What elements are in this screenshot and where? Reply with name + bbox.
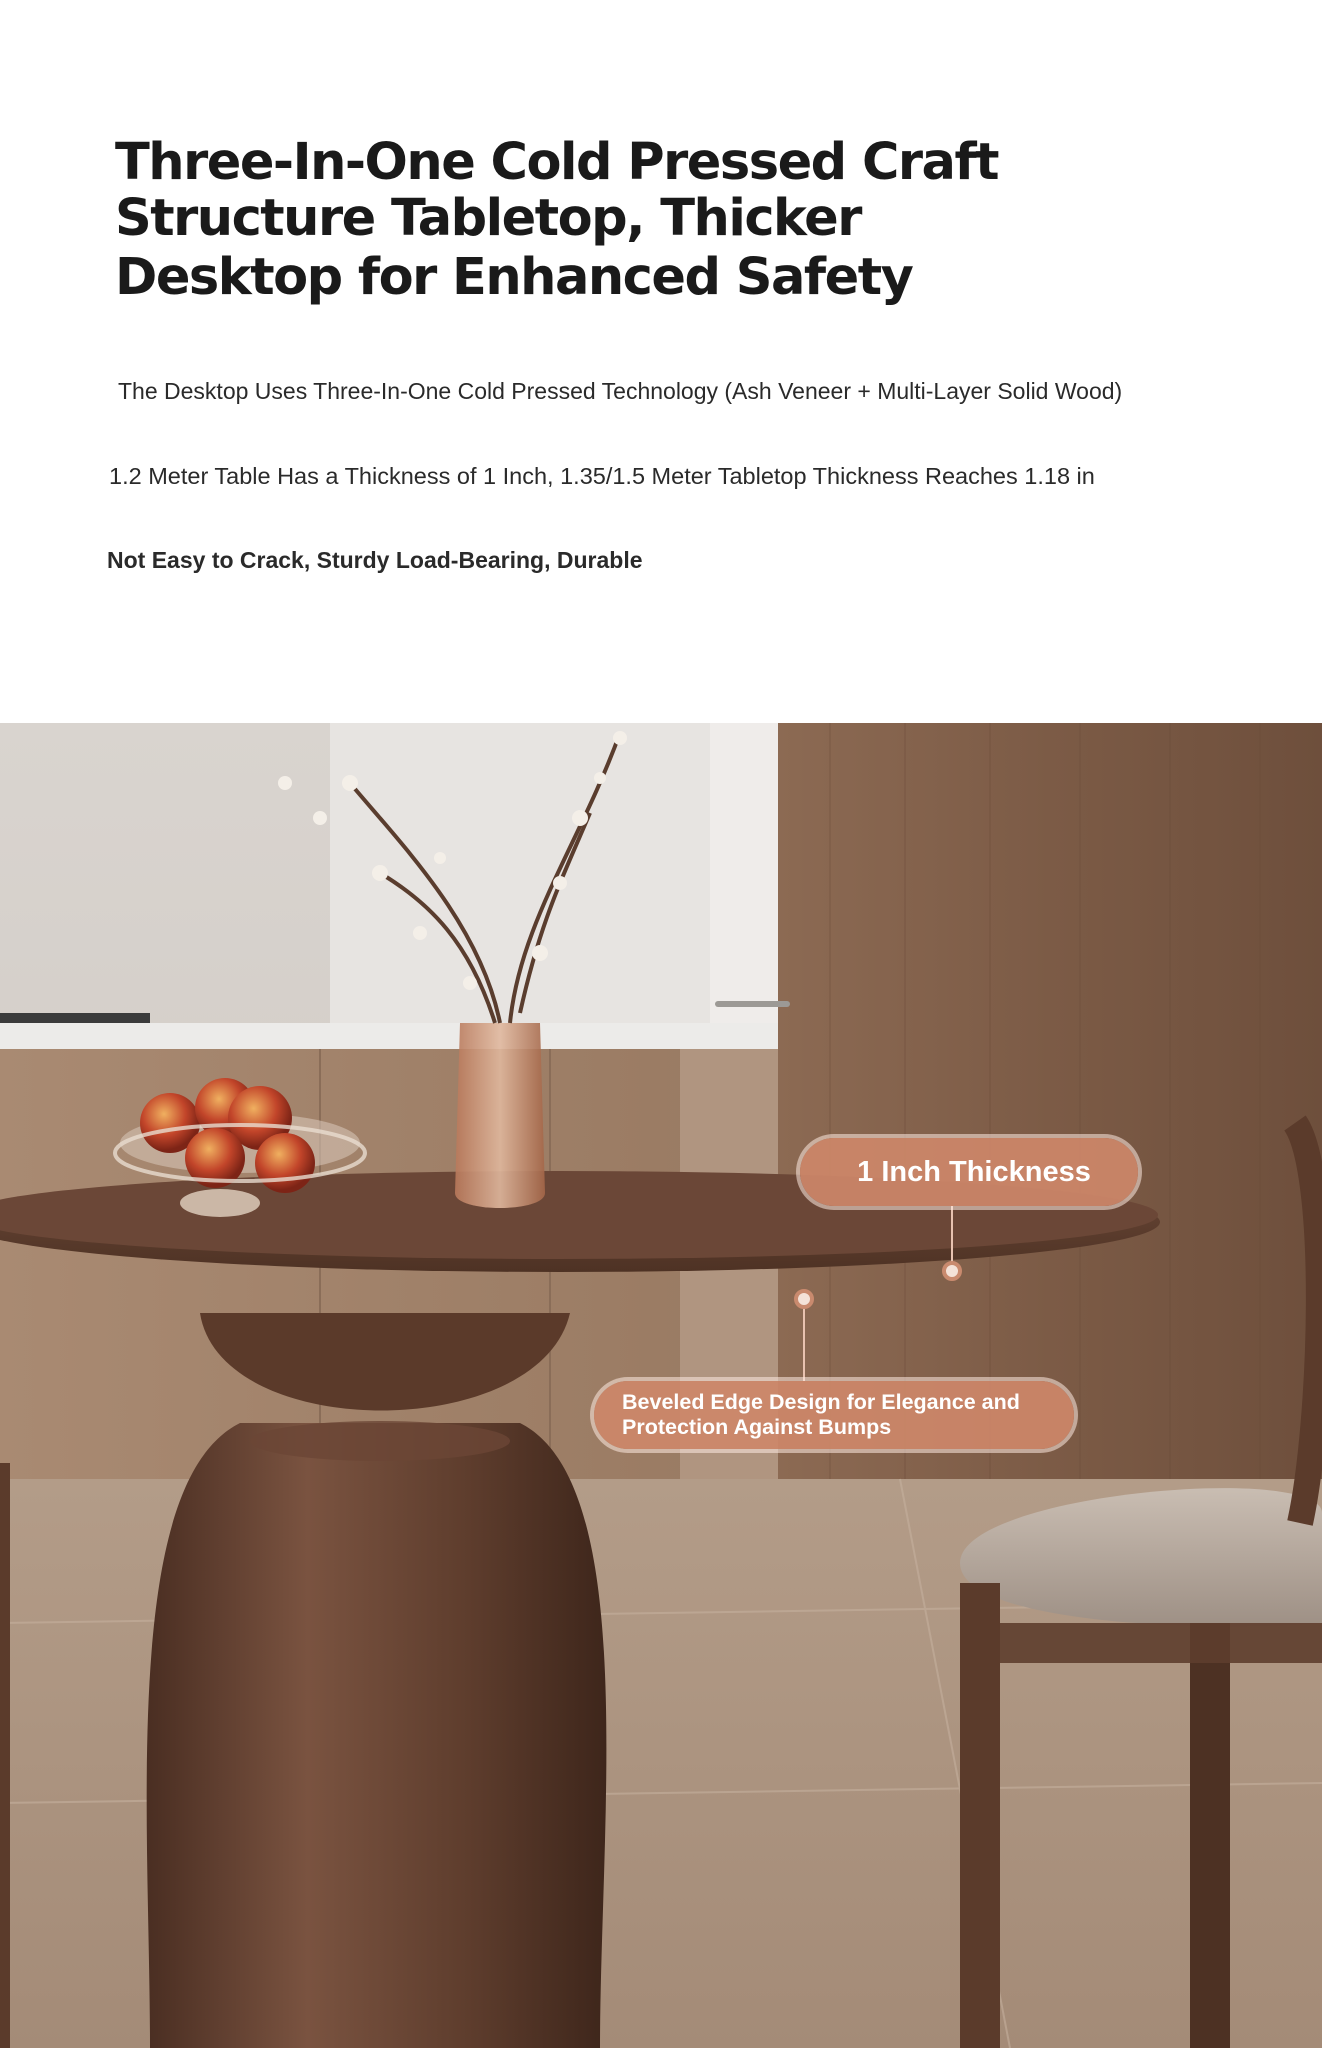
thickness-marker-dot xyxy=(942,1261,962,1281)
feature-text-section xyxy=(0,0,1322,723)
headline-line-1: Three-In-One Cold Pressed Craft xyxy=(115,133,999,192)
thickness-leader-line xyxy=(951,1206,953,1268)
bevel-marker-dot xyxy=(794,1289,814,1309)
headline xyxy=(115,135,1115,306)
bevel-callout-line-2: Protection Against Bumps xyxy=(622,1415,892,1439)
thickness-callout xyxy=(800,1138,1138,1206)
feature-durable: Not Easy to Crack, Sturdy Load-Bearing, Durable xyxy=(107,547,643,573)
bevel-leader-line xyxy=(803,1300,805,1381)
bevel-callout xyxy=(594,1381,1074,1449)
feature-cold-pressed: The Desktop Uses Three-In-One Cold Pressed Technology (Ash Veneer + Multi-Layer Solid Wood) xyxy=(118,378,1123,404)
feature-thickness: 1.2 Meter Table Has a Thickness of 1 Inch, 1.35/1.5 Meter Tabletop Thickness Reaches 1.18 in xyxy=(109,463,1095,489)
headline-line-2: Structure Tabletop, Thicker xyxy=(115,189,861,248)
bevel-callout-line-1: Beveled Edge Design for Elegance and xyxy=(622,1390,1020,1414)
thickness-callout-label: 1 Inch Thickness xyxy=(857,1156,1091,1188)
headline-line-3: Desktop for Enhanced Safety xyxy=(115,248,913,307)
